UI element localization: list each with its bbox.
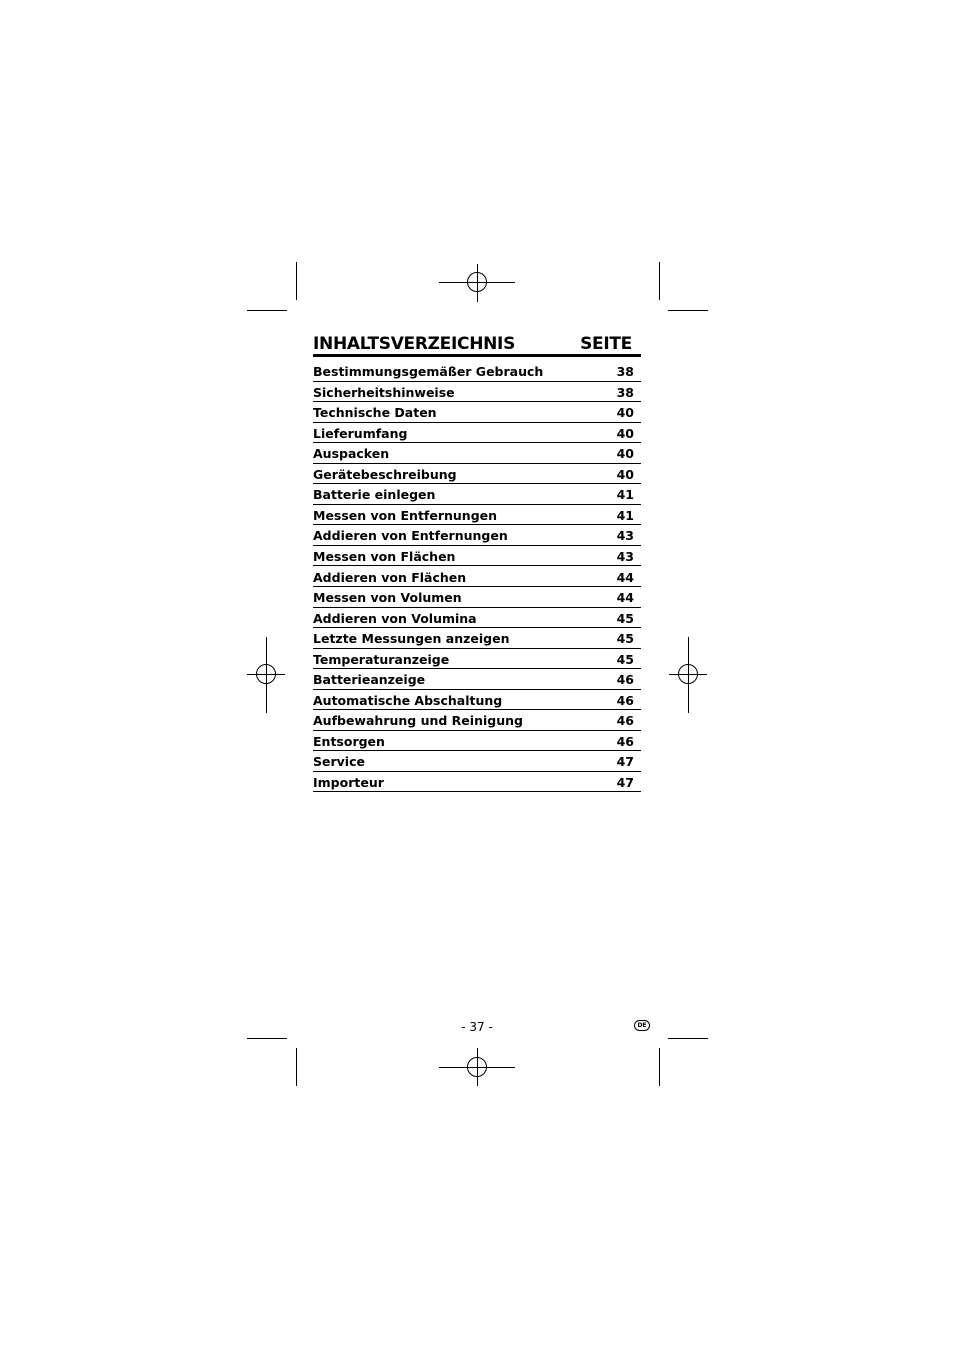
toc-entry-page: 47 bbox=[616, 774, 634, 790]
toc-entry-label: Messen von Entfernungen bbox=[313, 507, 498, 523]
crop-mark-bottom-left-vertical bbox=[296, 1048, 297, 1086]
toc-entry-page: 46 bbox=[616, 692, 634, 708]
toc-entry-page: 44 bbox=[616, 590, 634, 606]
toc-entry bbox=[313, 484, 641, 505]
toc-entry bbox=[313, 443, 641, 464]
toc-entry-label: Bestimmungsgemäßer Gebrauch bbox=[313, 364, 544, 380]
toc-entry bbox=[313, 751, 641, 772]
toc-entry-page: 38 bbox=[616, 384, 634, 400]
toc-entry-label: Addieren von Volumina bbox=[313, 610, 477, 626]
toc-page-header: SEITE bbox=[580, 334, 632, 354]
toc-entry bbox=[313, 546, 641, 567]
toc-entry-label: Auspacken bbox=[313, 446, 390, 462]
toc-entry-label: Messen von Flächen bbox=[313, 548, 456, 564]
toc-entry bbox=[313, 423, 641, 444]
registration-mark-left-circle bbox=[256, 664, 276, 684]
toc-entry-label: Letzte Messungen anzeigen bbox=[313, 631, 510, 647]
crop-mark-bottom-right-horizontal bbox=[668, 1038, 708, 1039]
toc-entry bbox=[313, 669, 641, 690]
toc-entry bbox=[313, 525, 641, 546]
crop-mark-top-left-horizontal bbox=[247, 310, 287, 311]
toc-entry-page: 46 bbox=[616, 713, 634, 729]
toc-entry-label: Addieren von Flächen bbox=[313, 569, 467, 585]
registration-mark-right-circle bbox=[678, 664, 698, 684]
toc-entry bbox=[313, 628, 641, 649]
toc-entry-page: 45 bbox=[616, 610, 634, 626]
toc-entry-label: Addieren von Entfernungen bbox=[313, 528, 508, 544]
toc-entry-label: Importeur bbox=[313, 774, 384, 790]
toc-entry bbox=[313, 710, 641, 731]
toc-entry-page: 46 bbox=[616, 672, 634, 688]
toc-entry-label: Gerätebeschreibung bbox=[313, 466, 457, 482]
registration-mark-bottom-circle bbox=[467, 1057, 487, 1077]
toc-entry bbox=[313, 587, 641, 608]
toc-entry-page: 41 bbox=[616, 487, 634, 503]
toc-entry-page: 45 bbox=[616, 651, 634, 667]
toc-entry-label: Aufbewahrung und Reinigung bbox=[313, 713, 523, 729]
toc-entry bbox=[313, 464, 641, 485]
toc-entry bbox=[313, 690, 641, 711]
toc-entry-label: Technische Daten bbox=[313, 405, 437, 421]
toc-entry-page: 43 bbox=[616, 548, 634, 564]
crop-mark-top-right-vertical bbox=[659, 262, 660, 300]
toc-entry-page: 46 bbox=[616, 733, 634, 749]
toc-entry bbox=[313, 505, 641, 526]
toc-entry-page: 40 bbox=[616, 425, 634, 441]
toc-entry-page: 40 bbox=[616, 446, 634, 462]
registration-mark-top-circle bbox=[467, 272, 487, 292]
toc-entry bbox=[313, 382, 641, 403]
toc-entry-label: Batterie einlegen bbox=[313, 487, 436, 503]
toc-entry-label: Sicherheitshinweise bbox=[313, 384, 455, 400]
toc-entry bbox=[313, 649, 641, 670]
toc-entry-label: Messen von Volumen bbox=[313, 590, 462, 606]
toc-entry bbox=[313, 566, 641, 587]
toc-entry-page: 47 bbox=[616, 754, 634, 770]
toc-entry bbox=[313, 402, 641, 423]
table-of-contents bbox=[313, 331, 641, 792]
toc-entry bbox=[313, 361, 641, 382]
toc-entry bbox=[313, 731, 641, 752]
crop-mark-top-left-vertical bbox=[296, 262, 297, 300]
toc-entry-label: Lieferumfang bbox=[313, 425, 408, 441]
crop-mark-bottom-right-vertical bbox=[659, 1048, 660, 1086]
language-badge: DE bbox=[634, 1020, 650, 1031]
toc-entry-page: 44 bbox=[616, 569, 634, 585]
toc-entry-page: 40 bbox=[616, 405, 634, 421]
page-number: - 37 - bbox=[461, 1020, 493, 1034]
toc-entry-label: Automatische Abschaltung bbox=[313, 692, 503, 708]
toc-entry-page: 40 bbox=[616, 466, 634, 482]
toc-entry bbox=[313, 772, 641, 793]
toc-header bbox=[313, 331, 641, 357]
crop-mark-top-right-horizontal bbox=[668, 310, 708, 311]
toc-entry-label: Service bbox=[313, 754, 365, 770]
toc-title: INHALTSVERZEICHNIS bbox=[313, 334, 516, 354]
toc-entry-label: Entsorgen bbox=[313, 733, 385, 749]
toc-entry-page: 38 bbox=[616, 364, 634, 380]
toc-entry-page: 41 bbox=[616, 507, 634, 523]
toc-entry-page: 43 bbox=[616, 528, 634, 544]
toc-entries bbox=[313, 361, 641, 792]
toc-entry-label: Temperaturanzeige bbox=[313, 651, 450, 667]
toc-entry bbox=[313, 608, 641, 629]
crop-mark-bottom-left-horizontal bbox=[247, 1038, 287, 1039]
toc-entry-page: 45 bbox=[616, 631, 634, 647]
toc-entry-label: Batterieanzeige bbox=[313, 672, 426, 688]
